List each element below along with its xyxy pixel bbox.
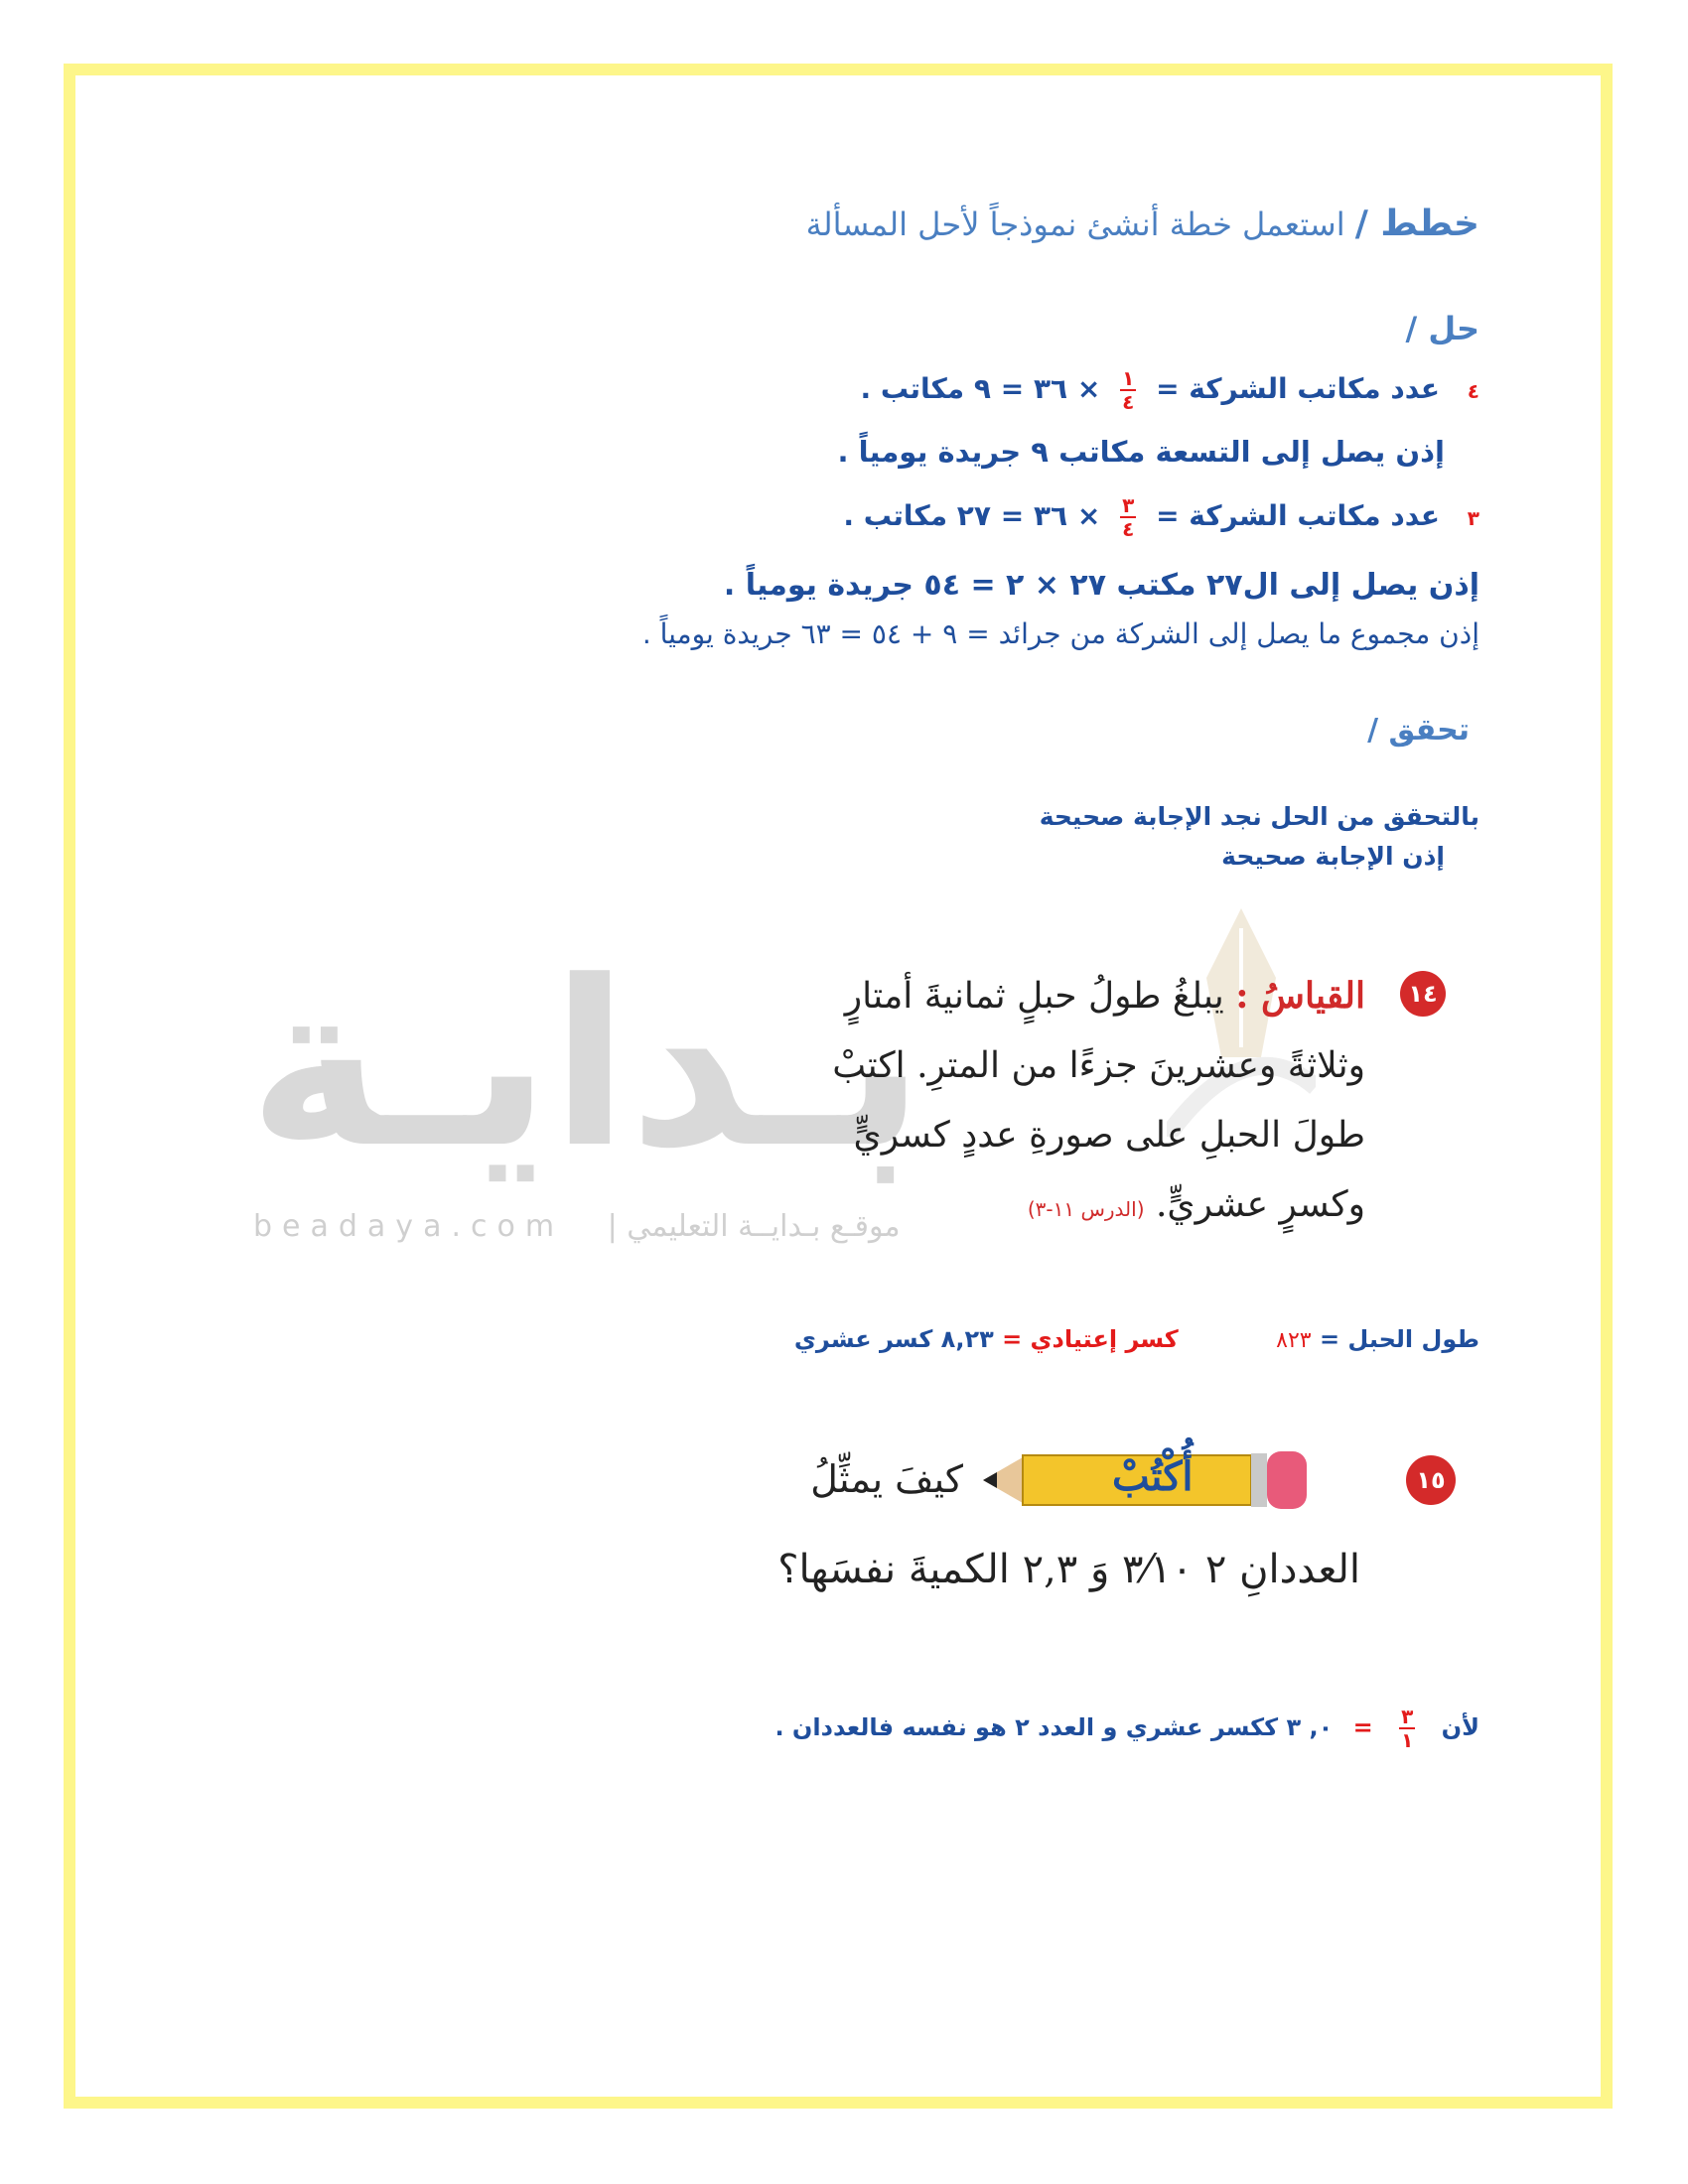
question-14-row-1	[832, 961, 1365, 1031]
question-14-text-1: يبلغُ طولُ حبلٍ ثمانيةَ أمتارٍ	[844, 976, 1224, 1017]
answer-15-rest: ٠, ٣ ككسر عشري و العدد ٢ هو نفسه فالعددان .	[774, 1713, 1334, 1741]
plan-line	[806, 204, 1479, 244]
fraction-denominator: ٤	[1122, 390, 1135, 414]
solve-line-5: إذن مجموع ما يصل إلى الشركة من جرائد = ٩ + ٥٤ = ٦٣ جريدة يومياً .	[641, 617, 1479, 650]
line-1-rhs: × ٣٦ = ٩ مكاتب .	[860, 372, 1101, 405]
watermark-caption	[253, 1209, 901, 1244]
fraction-numerator: ٣	[1401, 1705, 1414, 1728]
watermark-site: beadaya.com	[253, 1209, 565, 1244]
answer-15-equals: =	[1352, 1713, 1373, 1741]
solve-label: حل /	[1405, 310, 1479, 347]
line-1-fraction	[1120, 367, 1136, 413]
answer-14-decimal: ٨,٢٣ كسر عشري	[793, 1325, 994, 1353]
question-14-row-4	[832, 1170, 1365, 1244]
line-1-marker: ٤	[1467, 379, 1479, 403]
watermark-site-name: موقـع بـدايــة التعليمي |	[607, 1209, 901, 1244]
question-15-answer	[774, 1706, 1479, 1751]
solve-line-1	[860, 367, 1479, 413]
question-14-text-4: وكسرٍ عشريٍّ.	[1155, 1184, 1365, 1225]
question-14-number: ١٤	[1400, 971, 1446, 1017]
solve-line-4: إذن يصل إلى ال٢٧ مكتب ٢٧ × ٢ = ٥٤ جريدة يومياً .	[723, 568, 1479, 603]
solve-line-3	[843, 494, 1479, 540]
check-label: تحقق /	[1367, 713, 1470, 748]
line-3-marker: ٣	[1467, 506, 1479, 530]
watermark-logo-text: بـدايـة	[248, 933, 925, 1198]
question-15-text-1: كيفَ يمثِّلُ	[810, 1457, 963, 1501]
plan-text: استعمل خطة أنشئ نموذجاً لأحل المسألة	[805, 205, 1345, 243]
fraction-denominator: ١	[1401, 1728, 1414, 1752]
check-line-1: بالتحقق من الحل نجد الإجابة صحيحة	[1039, 802, 1479, 831]
answer-14-fraction-text: كسر إعتيادي =	[1002, 1325, 1179, 1353]
question-14-text-2: وثلاثةً وعشرينَ جزءًا من المترِ. اكتبْ	[832, 1045, 1365, 1086]
question-14-title: القياسُ :	[1235, 975, 1365, 1017]
write-badge-label: أُكْتُبْ	[1112, 1453, 1194, 1500]
plan-label: خطط /	[1354, 204, 1479, 244]
answer-15-fraction	[1399, 1706, 1415, 1751]
line-1-lhs: عدد مكاتب الشركة =	[1156, 372, 1441, 405]
answer-14-label: طول الحبل =	[1319, 1325, 1479, 1353]
line-3-rhs: × ٣٦ = ٢٧ مكاتب .	[843, 499, 1101, 532]
solve-line-2: إذن يصل إلى التسعة مكاتب ٩ جريدة يومياً .	[837, 435, 1445, 469]
question-14-lesson-ref: (الدرس ١١-٣)	[1027, 1197, 1145, 1221]
question-14-text	[832, 961, 1365, 1244]
fraction-numerator: ٣	[1122, 493, 1135, 517]
question-14-text-3: طولَ الحبلِ على صورةِ عددٍ كسريٍّ	[853, 1115, 1365, 1156]
question-14-answer	[794, 1325, 1479, 1353]
fraction-denominator: ٤	[1122, 517, 1135, 541]
line-3-lhs: عدد مكاتب الشركة =	[1156, 499, 1441, 532]
answer-14-mixed-number: ٨٢٣	[1276, 1328, 1312, 1353]
answer-15-start: لأن	[1441, 1713, 1479, 1741]
fraction-numerator: ١	[1122, 366, 1135, 390]
check-line-2: إذن الإجابة صحيحة	[1221, 842, 1445, 871]
line-3-fraction	[1120, 494, 1136, 540]
question-15-number: ١٥	[1406, 1455, 1456, 1505]
question-15-text-2: العددانِ ٢ ٣⁄١٠ وَ ٢,٣ الكميةَ نفسَها؟	[777, 1547, 1360, 1592]
